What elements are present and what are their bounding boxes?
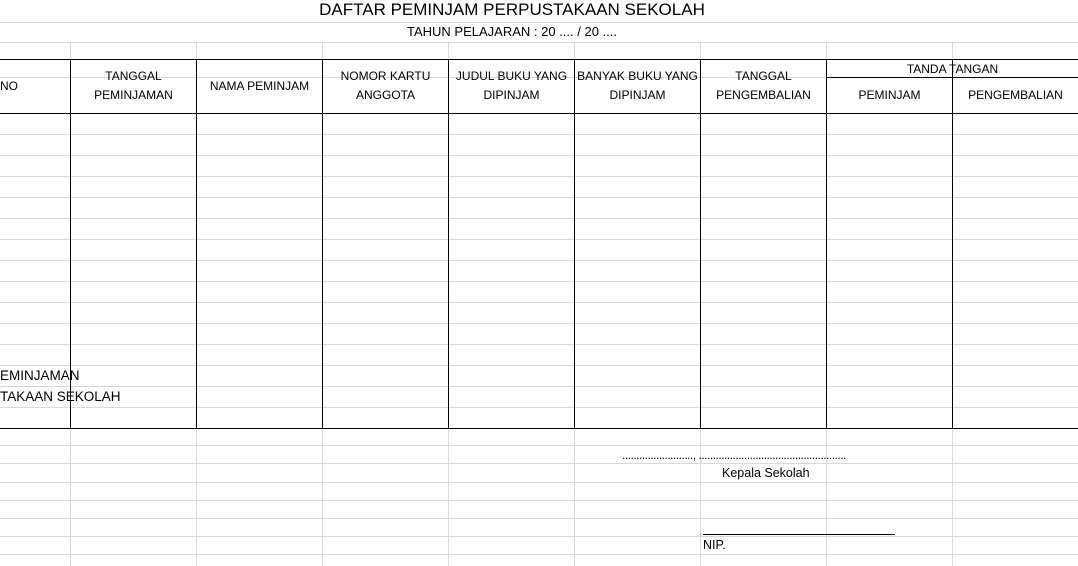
- header-tanggal-peminjaman-line2: PEMINJAMAN: [94, 88, 173, 102]
- header-nomor-kartu-line1: NOMOR KARTU: [340, 69, 431, 83]
- table-borders: [0, 59, 1078, 429]
- header-judul-buku-line1: JUDUL BUKU YANG: [455, 69, 568, 83]
- header-tanggal-pengembalian: [701, 67, 826, 105]
- signature-nip: NIP.: [703, 538, 726, 552]
- signature-place-date: ........................., ....................................................: [622, 448, 846, 462]
- header-tanggal-pengembalian-line2: PENGEMBALIAN: [716, 88, 811, 102]
- document-subtitle: TAHUN PELAJARAN : 20 .... / 20 ....: [407, 24, 617, 39]
- header-judul-buku-line2: DIPINJAM: [483, 88, 540, 102]
- header-banyak-buku-line2: DIPINJAM: [609, 88, 666, 102]
- header-nama-peminjam: NAMA PEMINJAM: [209, 79, 310, 93]
- header-nomor-kartu-line2: ANGGOTA: [355, 88, 416, 102]
- header-no: NO: [0, 79, 18, 93]
- header-judul-buku: [449, 67, 574, 105]
- header-tanggal-peminjaman: [71, 67, 196, 105]
- header-nomor-kartu: [323, 67, 448, 105]
- header-tt-peminjam: PEMINJAM: [858, 88, 921, 102]
- header-tanggal-peminjaman-line1: TANGGAL: [105, 69, 162, 83]
- side-text-peminjaman: EMINJAMAN: [0, 368, 80, 383]
- header-tanda-tangan: TANDA TANGAN: [906, 62, 999, 76]
- signature-role: Kepala Sekolah: [722, 466, 810, 480]
- header-banyak-buku: [575, 67, 700, 105]
- header-tt-pengembalian: PENGEMBALIAN: [968, 88, 1063, 102]
- document-title: DAFTAR PEMINJAM PERPUSTAKAAN SEKOLAH: [319, 0, 705, 19]
- header-tanggal-pengembalian-line1: TANGGAL: [735, 69, 792, 83]
- side-text-perpustakaan: TAKAAN SEKOLAH: [0, 389, 121, 404]
- header-banyak-buku-line1: BANYAK BUKU YANG: [577, 69, 698, 83]
